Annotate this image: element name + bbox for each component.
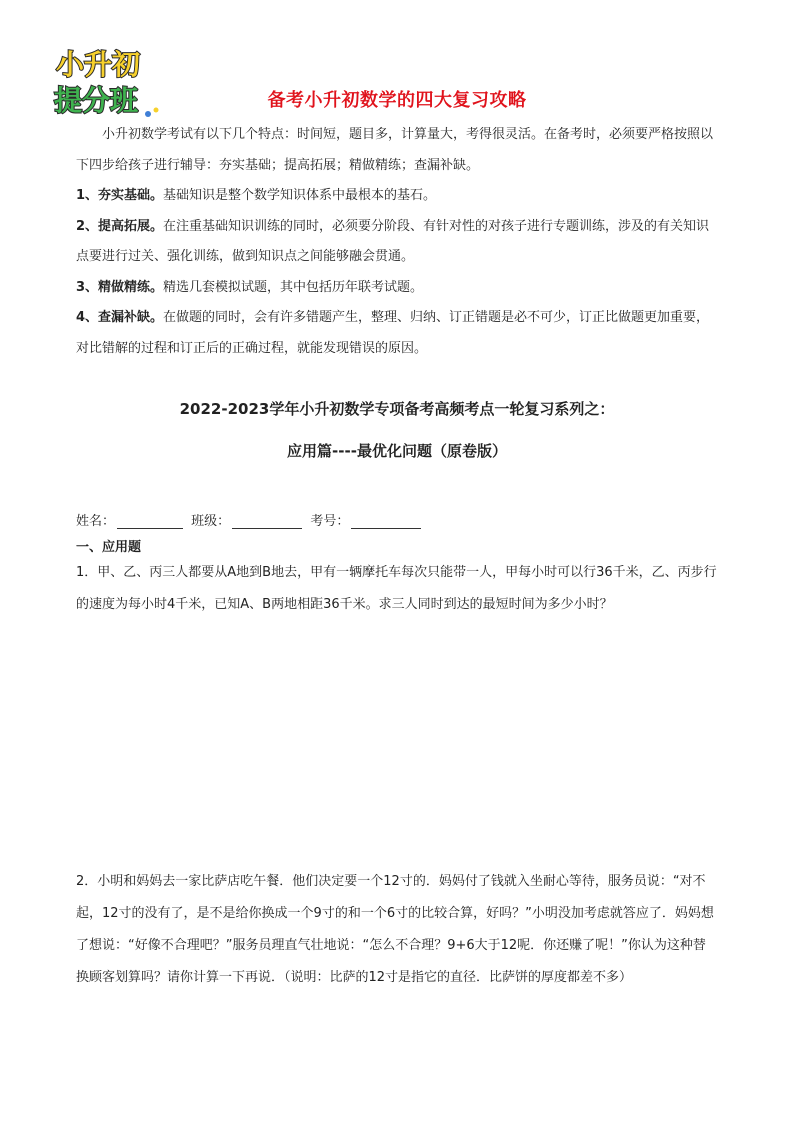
question-2 <box>76 866 718 994</box>
student-info-row <box>76 510 425 529</box>
strategy-label: 3、精做精练。 <box>76 279 164 295</box>
strategy-label: 4、查漏补缺。 <box>76 310 164 325</box>
strategy-text: 在做题的同时，会有许多错题产生，整理、归纳、订正错题是必不可少，订正比做题更加重要，对比错解的过程和订正后的正确过程，就能发现错误的原因。 <box>76 310 710 356</box>
name-field[interactable] <box>117 514 183 529</box>
strategy-label: 1、夯实基础。 <box>76 188 164 203</box>
exam-number-field[interactable] <box>351 514 421 529</box>
exam-number-label: 考号： <box>310 514 350 529</box>
strategy-item <box>76 181 718 212</box>
series-title: 2022-2023学年小升初数学专项备考高频考点一轮复习系列之： <box>179 400 615 418</box>
question-1 <box>76 557 718 621</box>
strategy-text: 在注重基础知识训练的同时，必须要分阶段、有针对性的对孩子进行专题训练，涉及的有关知识点要进行过关、强化训练，做到知识点之间能够融会贯通。 <box>76 218 710 264</box>
class-field[interactable] <box>232 514 302 529</box>
question-text: 1．甲、乙、丙三人都要从A地到B地去，甲有一辆摩托车每次只能带一人，甲每小时可以行36千米，乙、丙步行的速度为每小时4千米，已知A、B两地相距36千米。求三人同时到达的最短时间为多少小时？ <box>76 565 717 612</box>
strategy-item <box>76 303 718 364</box>
intro-section <box>76 120 718 364</box>
logo-text-bottom: 提分班 <box>54 84 139 117</box>
logo-text-top: 小升初 <box>56 48 141 81</box>
page-title: 备考小升初数学的四大复习攻略 <box>267 90 527 111</box>
name-label: 姓名： <box>76 514 116 529</box>
strategy-label: 2、提高拓展。 <box>76 218 164 234</box>
strategy-text: 精选几套模拟试题，其中包括历年联考试题。 <box>163 279 424 295</box>
class-label: 班级： <box>191 514 231 529</box>
strategy-text: 基础知识是整个数学知识体系中最根本的基石。 <box>163 188 437 203</box>
worksheet-title: 应用篇----最优化问题（原卷版） <box>287 442 507 460</box>
strategy-item <box>76 273 718 304</box>
strategy-item <box>76 212 718 273</box>
question-text: 2．小明和妈妈去一家比萨店吃午餐．他们决定要一个12寸的．妈妈付了钱就入坐耐心等待，服务员说：“对不起，12寸的没有了，是不是给你换成一个9寸的和一个6寸的比较合算，好吗？”小明没加考虑就答应了．妈妈想了想说：“好像不合理吧？”服务员理直气壮地说：“怎么不合理？9+6大于12呢．你还赚了呢！”你认为这种替换顾客划算吗？请你计算一下再说．（说明：比萨的12寸是指它的直径．比萨饼的厚度都差不多） <box>76 874 714 985</box>
section-heading: 一、应用题 <box>76 540 142 555</box>
intro-paragraph: 小升初数学考试有以下几个特点：时间短，题目多，计算量大，考得很灵活。在备考时，必须要严格按照以下四步给孩子进行辅导：夯实基础；提高拓展；精做精练；查漏补缺。 <box>76 127 714 173</box>
